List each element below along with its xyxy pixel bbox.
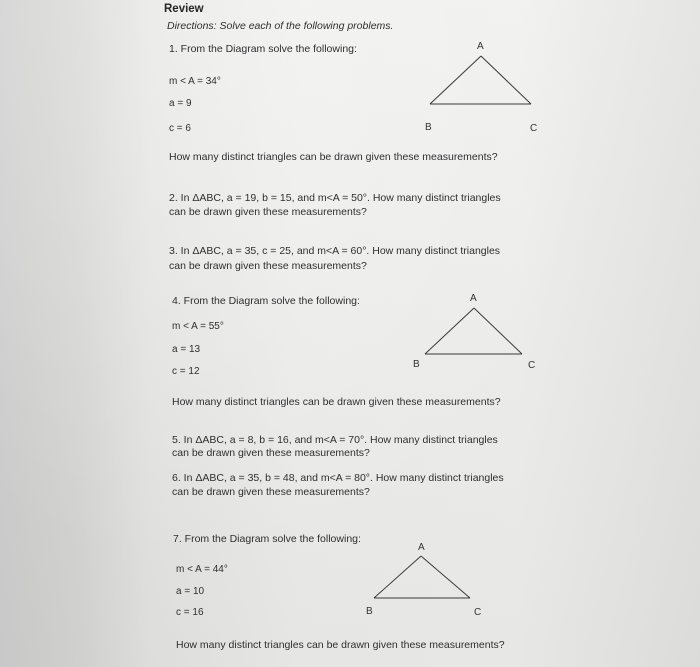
problem-3-line-2: can be drawn given these measurements? <box>169 260 367 272</box>
problem-2-line-1: 2. In ΔABC, a = 19, b = 15, and m<A = 50°. How many distinct triangles <box>169 192 501 204</box>
problem-4-side-c: c = 12 <box>172 366 200 377</box>
problem-7-vertex-c-label: C <box>474 607 482 618</box>
problem-4-vertex-c-label: C <box>528 360 536 371</box>
problem-1-angle: m < A = 34° <box>169 76 221 87</box>
page-title: Review <box>164 3 204 15</box>
problem-1-vertex-a-label: A <box>477 41 484 52</box>
problem-1-question: How many distinct triangles can be drawn given these measurements? <box>169 151 498 163</box>
problem-4-question: How many distinct triangles can be drawn given these measurements? <box>172 396 501 408</box>
problem-4-vertex-a-label: A <box>470 293 477 304</box>
problem-4-side-a: a = 13 <box>172 344 201 355</box>
problem-7-side-ab <box>374 556 421 598</box>
problem-4-prompt: 4. From the Diagram solve the following: <box>172 295 360 307</box>
problem-7-prompt: 7. From the Diagram solve the following: <box>173 533 361 545</box>
problem-5-line-1: 5. In ΔABC, a = 8, b = 16, and m<A = 70°. How many distinct triangles <box>172 434 498 446</box>
problem-4-vertex-b-label: B <box>413 359 420 370</box>
directions-text: Directions: Solve each of the following problems. <box>167 20 394 32</box>
problem-6-line-2: can be drawn given these measurements? <box>172 486 370 498</box>
problem-7-vertex-b-label: B <box>366 606 373 617</box>
problem-7-vertex-a-label: A <box>418 542 425 553</box>
problem-5-line-2: can be drawn given these measurements? <box>172 447 370 459</box>
problem-3-line-1: 3. In ΔABC, a = 35, c = 25, and m<A = 60°. How many distinct triangles <box>169 245 501 257</box>
problem-1-vertex-b-label: B <box>425 122 432 133</box>
problem-7-side-ac <box>421 556 470 598</box>
problem-7-question: How many distinct triangles can be drawn given these measurements? <box>176 639 505 651</box>
problem-4-angle: m < A = 55° <box>172 321 224 332</box>
problem-7-angle: m < A = 44° <box>176 564 228 575</box>
problem-1-prompt: 1. From the Diagram solve the following: <box>169 43 357 55</box>
problem-7-side-a: a = 10 <box>176 586 205 597</box>
problem-7-side-c: c = 16 <box>176 607 204 618</box>
problem-1-vertex-c-label: C <box>530 123 538 134</box>
problem-6-line-1: 6. In ΔABC, a = 35, b = 48, and m<A = 80°. How many distinct triangles <box>172 472 504 484</box>
problem-2-line-2: can be drawn given these measurements? <box>169 206 367 218</box>
problem-1-side-a: a = 9 <box>169 98 192 109</box>
problem-1-side-c: c = 6 <box>169 123 191 134</box>
